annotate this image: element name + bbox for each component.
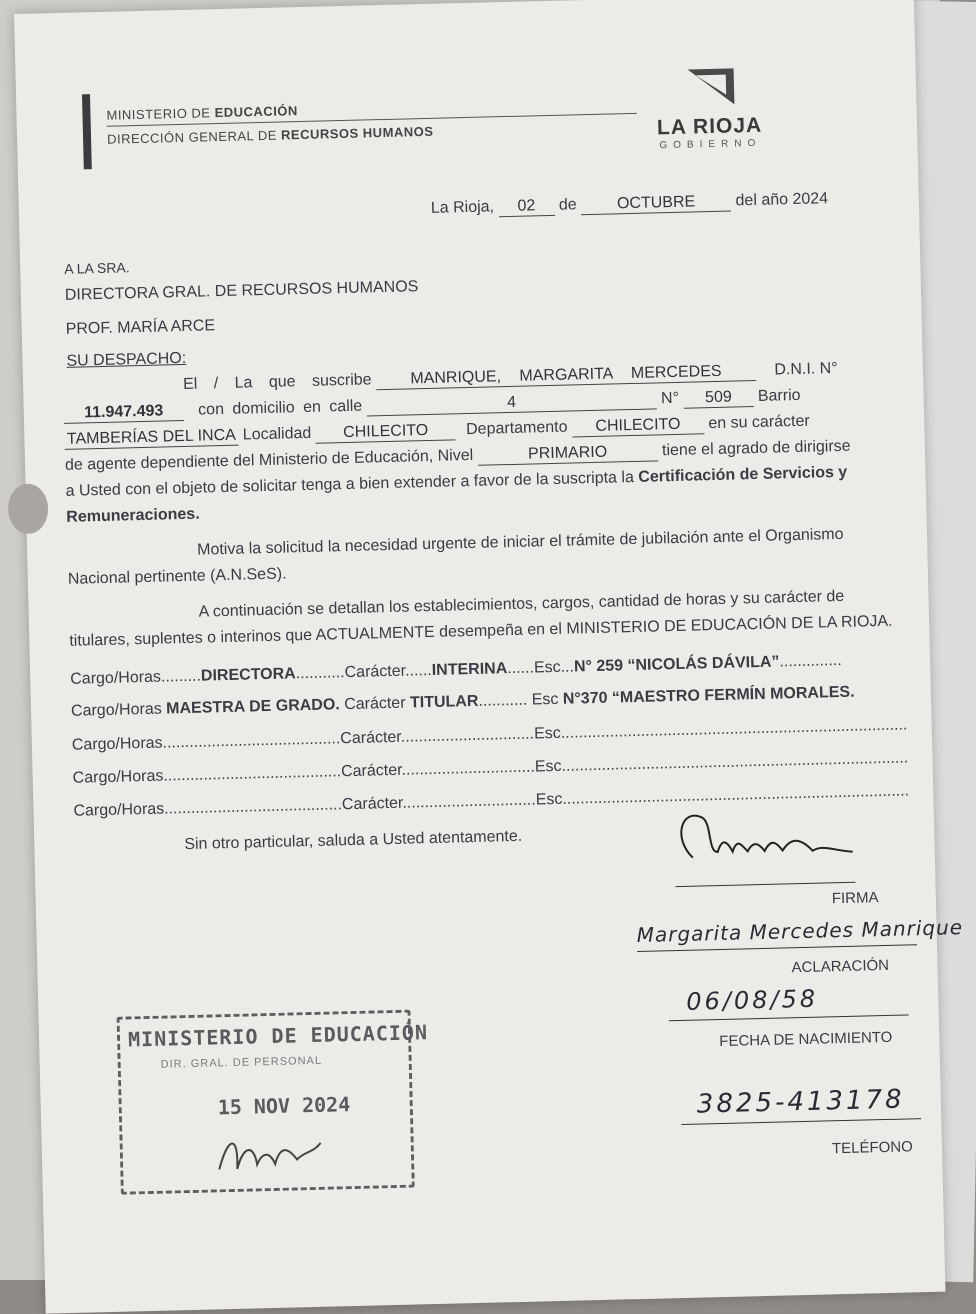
esc-label: ......Esc...	[507, 658, 575, 678]
esc-label: Esc..............................................................................	[534, 749, 909, 776]
date-month: OCTUBRE	[581, 193, 731, 216]
date-city: La Rioja,	[430, 198, 495, 217]
cargo-prefix: Cargo/Horas	[70, 700, 167, 720]
calle-value: 4	[366, 390, 656, 416]
direccion-prefix: DIRECCIÓN GENERAL DE	[106, 127, 278, 147]
fecha-label: FECHA DE NACIMIENTO	[719, 1028, 893, 1051]
recipient-line-3: PROF. MARÍA ARCE	[65, 317, 216, 338]
firma-line	[676, 882, 856, 887]
caracter-value: TITULAR	[409, 692, 479, 712]
document-page	[14, 0, 964, 1314]
esc-label: Esc..............................................................................	[535, 782, 910, 809]
reception-stamp	[117, 1010, 429, 1195]
numero-value: 509	[683, 388, 753, 409]
agente-text: de agente dependiente del Ministerio de Educación, Nivel	[64, 446, 474, 474]
telefono-line	[681, 1118, 921, 1125]
header-bar	[82, 94, 92, 169]
date-line	[431, 190, 829, 219]
esc-value: N°370 “MAESTRO FERMÍN MORALES.	[562, 683, 855, 708]
stamp-signature	[208, 1123, 329, 1182]
motivo-line-2: Nacional pertinente (A.N.SeS).	[67, 565, 287, 588]
stamp-line-1: MINISTERIO DE EDUCACIÓN	[127, 1020, 429, 1052]
stamp-line-2: DIR. GRAL. DE PERSONAL	[160, 1054, 323, 1071]
cargo-tail: ..............	[779, 651, 842, 671]
logo-subtitle: GOBIERNO	[659, 137, 762, 152]
stamp-date: 15 NOV 2024	[217, 1092, 351, 1120]
cargo-row-3	[72, 716, 908, 754]
cargo-prefix: Cargo/Horas........................................	[73, 796, 343, 820]
continuacion-line-1: A continuación se detallan los establecimientos, cargos, cantidad de horas y su carácter de	[198, 587, 845, 621]
cargo-prefix: Cargo/Horas........................................	[72, 763, 342, 787]
localidad-value: CHILECITO	[316, 421, 456, 443]
recipient-line-4: SU DESPACHO:	[66, 349, 187, 370]
caracter-label: Carácter	[339, 694, 411, 714]
motivo-line-1: Motiva la solicitud la necesidad urgente de iniciar el trámite de jubilación ante el Organismo	[196, 525, 844, 559]
recipient-line-2: DIRECTORA GRAL. DE RECURSOS HUMANOS	[64, 278, 419, 304]
cargo-row-1	[70, 652, 842, 689]
recipient-line-1: A LA SRA.	[64, 259, 130, 277]
aclaracion-handwriting: Margarita Mercedes Manrique	[636, 915, 964, 948]
date-de: de	[558, 196, 577, 214]
caracter-value: INTERINA	[431, 660, 508, 679]
telefono-label: TELÉFONO	[831, 1138, 914, 1158]
direccion-bold: RECURSOS HUMANOS	[280, 123, 434, 143]
departamento-label: Departamento	[465, 418, 568, 439]
closing-text: Sin otro particular, saluda a Usted atentamente.	[184, 827, 523, 854]
dni-label: D.N.I. N°	[774, 359, 838, 379]
departamento-value: CHILECITO	[572, 415, 704, 437]
cargo-value: MAESTRA DE GRADO.	[165, 696, 340, 718]
cargo-prefix: Cargo/Horas........................................	[71, 730, 341, 754]
name-value: MANRIQUE, MARGARITA MERCEDES	[376, 362, 756, 390]
certificacion-part-1: Certificación de Servicios y	[638, 463, 848, 486]
esc-label: ........... Esc	[478, 690, 564, 710]
caracter-label: Carácter..............................	[340, 725, 535, 748]
ministry-name	[106, 103, 298, 123]
caracter-label: Carácter..............................	[340, 758, 536, 781]
numero-label: N°	[660, 389, 680, 408]
cargo-prefix: Cargo/Horas.........	[70, 667, 202, 688]
ministry-prefix: MINISTERIO DE	[106, 105, 211, 123]
nivel-value: PRIMARIO	[477, 442, 657, 465]
caracter-label: en su carácter	[708, 412, 810, 433]
direccion-name	[107, 124, 434, 147]
continuacion-line-2: titulares, suplentes o interinos que ACTUALMENTE desempeña en el MINISTERIO DE EDUCACIÓN DE LA RIOJA.	[69, 612, 893, 650]
date-day: 02	[498, 197, 554, 217]
cargo-row-4	[72, 749, 908, 787]
date-year: del año 2024	[735, 190, 829, 210]
cargo-row-2	[71, 684, 855, 721]
certificacion-part-2: Remuneraciones.	[66, 505, 200, 526]
punch-hole	[7, 483, 48, 534]
esc-label: Esc..............................................................................	[533, 716, 908, 743]
caracter-label: Carácter..............................	[341, 791, 536, 814]
esc-value: N° 259 “NICOLÁS DÁVILA”	[573, 653, 780, 676]
domicilio-label: con domicilio en calle	[197, 397, 363, 419]
dni-value: 11.947.493	[64, 402, 184, 424]
caracter-label: ...........Carácter......	[295, 661, 432, 683]
fecha-line	[669, 1014, 909, 1021]
logo-name: LA RIOJA	[656, 113, 763, 140]
suscribe-label: El / La que suscribe	[182, 371, 372, 393]
aclaracion-label: ACLARACIÓN	[791, 956, 890, 977]
telefono-handwriting: 3825-413178	[696, 1084, 905, 1120]
barrio-value: TAMBERÍAS DEL INCA	[64, 427, 238, 450]
ministry-bold: EDUCACIÓN	[214, 103, 299, 121]
signature-scribble	[661, 793, 883, 878]
solicitud-text: a Usted con el objeto de solicitar tenga a bien extender a favor de la suscripta la	[65, 468, 635, 500]
localidad-label: Localidad	[242, 424, 312, 444]
cargo-value: DIRECTORA	[200, 665, 296, 685]
firma-label: FIRMA	[831, 889, 879, 908]
barrio-label: Barrio	[757, 386, 801, 405]
agrado-text: tiene el agrado de dirigirse	[661, 437, 851, 460]
la-rioja-logo-icon	[683, 64, 738, 109]
fecha-handwriting: 06/08/58	[685, 984, 819, 1016]
